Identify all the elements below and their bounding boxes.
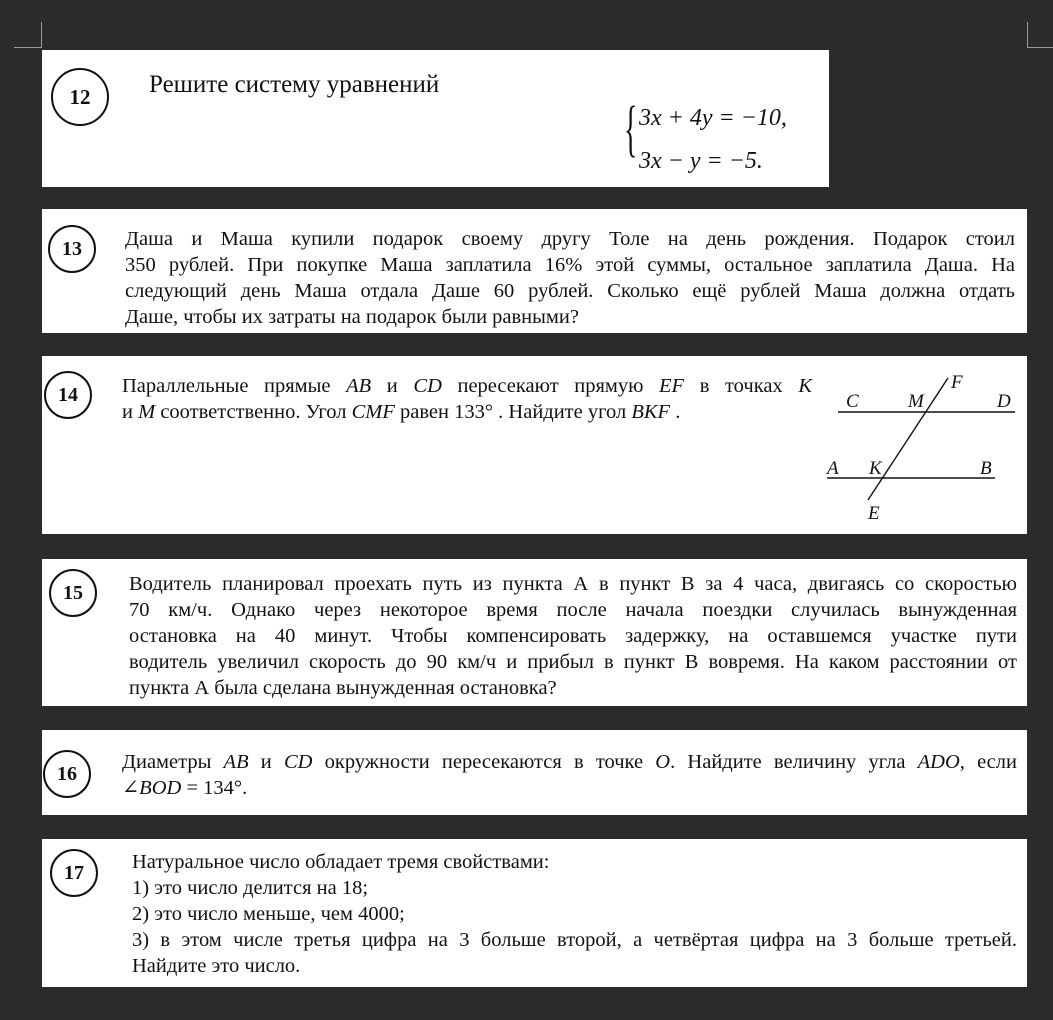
label-a: A: [827, 458, 839, 479]
crop-mark-right-v: [1027, 22, 1028, 48]
label-e: E: [868, 503, 880, 524]
problem-14-line-1: Параллельные прямые AB и CD пересекают прямую EF в точках K: [122, 375, 812, 397]
problem-14-line-2: и M соответственно. Угол CMF равен 133° . Найдите угол BKF .: [122, 401, 681, 423]
problem-number-12: 12: [51, 68, 109, 126]
problem-17-line: 1) это число делится на 18;: [132, 877, 369, 899]
problem-number-17: 17: [50, 849, 98, 897]
crop-mark-right-h: [1027, 47, 1053, 48]
label-m: M: [908, 391, 924, 412]
problem-14-card: [42, 356, 1027, 534]
parallel-lines-figure: [822, 366, 1022, 526]
problem-13-card: [42, 209, 1027, 333]
problem-number-14: 14: [44, 371, 92, 419]
problem-13-line: 350 рублей. При покупке Маша заплатила 16% этой суммы, остальное заплатила Даша. На: [125, 254, 1015, 276]
problem-17-text: [132, 849, 1017, 979]
problem-16-line-2: ∠BOD = 134°.: [122, 777, 248, 799]
problem-13-line: Даше, чтобы их затраты на подарок были равными?: [125, 306, 579, 328]
problem-16-text: [122, 749, 1017, 801]
problem-12-text: Решите систему уравнений: [149, 71, 440, 98]
problem-13-line: Даша и Маша купили подарок своему другу Толе на день рождения. Подарок стоил: [125, 228, 1015, 250]
equation-2: 3x − y = −5.: [639, 148, 763, 174]
problem-17-line: Найдите это число.: [132, 955, 301, 977]
problem-15-line: 70 км/ч. Однако через некоторое время после начала поездки случилась вынужденная: [129, 599, 1017, 621]
problem-17-card: [42, 839, 1027, 987]
problem-14-text: [122, 373, 812, 425]
problem-13-line: следующий день Маша отдала Даше 60 рублей. Сколько ещё рублей Маша должна отдать: [125, 280, 1015, 302]
problem-17-line: 3) в этом числе третья цифра на 3 больше второй, а четвёртая цифра на 3 больше третьей.: [132, 929, 1017, 951]
crop-mark-left-h: [14, 47, 42, 48]
problem-15-line: остановка на 40 минут. Чтобы компенсировать задержку, на оставшемся участке пути: [129, 625, 1017, 647]
crop-mark-left-v: [41, 22, 42, 48]
problem-16-line-1: Диаметры AB и CD окружности пересекаются в точке O. Найдите величину угла ADO, если: [122, 751, 1017, 773]
problem-15-line: пункта А была сделана вынужденная остановка?: [129, 677, 557, 699]
problem-number-13: 13: [48, 225, 96, 273]
label-b: B: [980, 458, 992, 479]
problem-number-16: 16: [43, 750, 91, 798]
label-f: F: [951, 372, 963, 393]
problem-number-15: 15: [49, 569, 97, 617]
problem-16-card: [42, 730, 1027, 815]
label-c: C: [846, 391, 859, 412]
problem-12-card: [42, 50, 829, 187]
label-d: D: [997, 391, 1011, 412]
problem-17-line: Натуральное число обладает тремя свойствами:: [132, 851, 550, 873]
problem-17-line: 2) это число меньше, чем 4000;: [132, 903, 405, 925]
system-brace: {: [624, 95, 638, 163]
label-k: K: [869, 458, 882, 479]
problem-13-text: [125, 226, 1015, 330]
problem-15-text: [129, 571, 1017, 701]
problem-15-card: [42, 559, 1027, 706]
problem-15-line: Водитель планировал проехать путь из пункта А в пункт В за 4 часа, двигаясь со скоростью: [129, 573, 1017, 595]
problem-15-line: водитель увеличил скорость до 90 км/ч и прибыл в пункт В вовремя. На каком расстоянии от: [129, 651, 1017, 673]
equation-1: 3x + 4y = −10,: [639, 105, 787, 131]
